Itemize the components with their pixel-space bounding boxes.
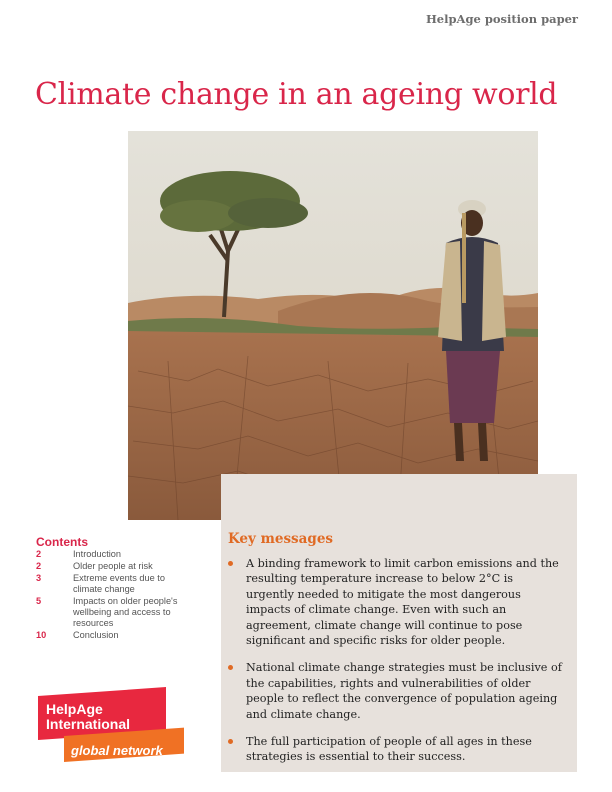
contents-page-number: 5 xyxy=(36,596,42,606)
contents-page-number: 10 xyxy=(36,630,47,640)
logo-text-line2: International xyxy=(46,716,131,732)
helpage-international-logo xyxy=(38,696,188,776)
bullet-icon xyxy=(228,561,233,566)
page-title: Climate change in an ageing world xyxy=(35,77,558,112)
contents-list xyxy=(36,549,216,642)
contents-item-title: Impacts on older people's wellbeing and access to resources xyxy=(73,596,178,628)
contents-item-title: Conclusion xyxy=(73,630,119,640)
contents-page-number: 3 xyxy=(36,573,42,583)
contents-page-number: 2 xyxy=(36,561,42,571)
contents-heading: Contents xyxy=(36,535,88,549)
key-messages-list xyxy=(228,556,564,777)
contents-page-number: 2 xyxy=(36,549,42,559)
bullet-icon xyxy=(228,665,233,670)
contents-item-title: Extreme events due to climate change xyxy=(73,573,165,594)
contents-item[interactable] xyxy=(36,561,216,572)
cover-photo xyxy=(128,131,538,520)
key-message-item: National climate change strategies must be inclusive of the capabilities, rights and vulnerabilities of older people to reflect the convergence of population ageing and climate change. xyxy=(228,660,564,722)
contents-item[interactable] xyxy=(36,596,216,629)
contents-item-title: Older people at risk xyxy=(73,561,153,571)
contents-item-title: Introduction xyxy=(73,549,122,559)
contents-item[interactable] xyxy=(36,549,216,560)
logo-text-line1: HelpAge xyxy=(46,701,103,717)
key-message-item: The full participation of people of all ages in these strategies is essential to their success. xyxy=(228,734,564,765)
key-message-item: A binding framework to limit carbon emissions and the resulting temperature increase to below 2°C is urgently needed to mitigate the most dangerous impacts of climate change. Even with such an agreement, climate change will continue to pose significant and specific risks for older people. xyxy=(228,556,564,648)
contents-item[interactable] xyxy=(36,573,216,595)
document-type-label: HelpAge position paper xyxy=(425,12,578,26)
contents-item[interactable] xyxy=(36,630,216,641)
logo-text-line3: global network xyxy=(71,743,163,758)
key-messages-heading: Key messages xyxy=(228,531,334,547)
bullet-icon xyxy=(228,739,233,744)
